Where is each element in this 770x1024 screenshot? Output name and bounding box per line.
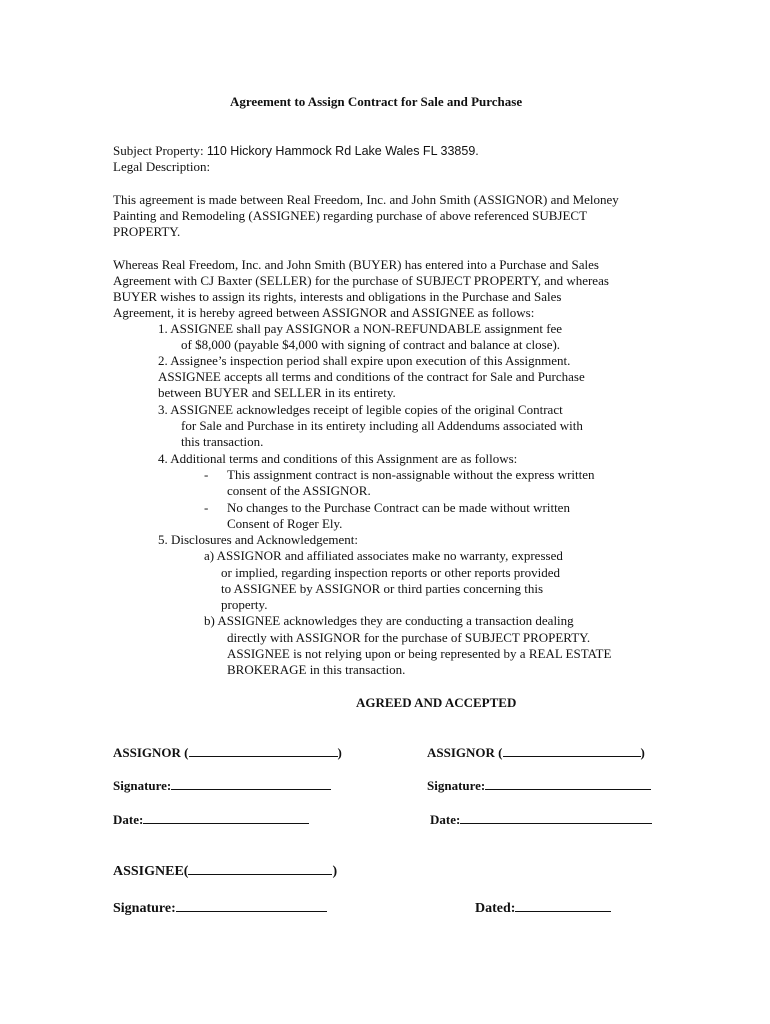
subject-property-line	[113, 143, 479, 159]
para2-line: Agreement, it is hereby agreed between ASSIGNOR and ASSIGNEE as follows:	[113, 305, 535, 320]
signature-label: Signature:	[113, 901, 176, 916]
signature-label: Signature:	[427, 778, 486, 793]
assignee-line	[113, 862, 337, 880]
subject-property-value: 110 Hickory Hammock Rd Lake Wales FL 33859.	[206, 144, 479, 158]
para1-line: This agreement is made between Real Freedom, Inc. and John Smith (ASSIGNOR) and Meloney	[113, 192, 619, 207]
signature-label: Signature:	[113, 778, 172, 793]
close-paren: )	[640, 745, 645, 760]
list-item-3-cont: this transaction.	[181, 434, 264, 449]
assignor-left-line	[113, 744, 342, 761]
list-item-1: 1. ASSIGNEE shall pay ASSIGNOR a NON-REFUNDABLE assignment fee	[158, 321, 563, 336]
para2-line: Agreement with CJ Baxter (SELLER) for the purchase of SUBJECT PROPERTY, and whereas	[113, 273, 609, 288]
date-field[interactable]	[143, 811, 309, 824]
date-label: Date:	[430, 812, 461, 827]
assignee-label: ASSIGNEE(	[113, 864, 189, 879]
document-title: Agreement to Assign Contract for Sale and Purchase	[230, 94, 523, 109]
sub-item-b-cont: BROKERAGE in this transaction.	[227, 662, 406, 677]
signature-left-line	[113, 777, 331, 794]
signature-field[interactable]	[485, 777, 651, 790]
para1-line: PROPERTY.	[113, 224, 181, 239]
assignor-label: ASSIGNOR (	[113, 745, 189, 760]
dash-bullet: -	[204, 500, 209, 515]
sub-item-b: b) ASSIGNEE acknowledges they are conducting a transaction dealing	[204, 613, 574, 628]
assignor-name-field[interactable]	[189, 744, 338, 757]
dated-field[interactable]	[515, 899, 611, 912]
date-label: Date:	[113, 812, 144, 827]
sub-item-cont: consent of the ASSIGNOR.	[227, 483, 371, 498]
subject-property-label: Subject Property:	[113, 143, 204, 158]
sub-item-b-cont: ASSIGNEE is not relying upon or being represented by a REAL ESTATE	[227, 646, 612, 661]
agreed-heading: AGREED AND ACCEPTED	[356, 695, 517, 710]
legal-description: Legal Description:	[113, 159, 211, 174]
signature-field[interactable]	[176, 899, 327, 912]
signature-right-line	[427, 777, 651, 794]
sub-item-cont: Consent of Roger Ely.	[227, 516, 343, 531]
signature-field[interactable]	[171, 777, 331, 790]
assignor-right-line	[427, 744, 645, 761]
list-item-1-cont: of $8,000 (payable $4,000 with signing of contract and balance at close).	[181, 337, 561, 352]
list-item-3: 3. ASSIGNEE acknowledges receipt of legible copies of the original Contract	[158, 402, 563, 417]
dated-label: Dated:	[475, 901, 516, 916]
close-paren: )	[337, 745, 342, 760]
sub-item-b-cont: directly with ASSIGNOR for the purchase of SUBJECT PROPERTY.	[227, 630, 591, 645]
date-right-line	[430, 811, 652, 828]
list-item-2-cont: between BUYER and SELLER in its entirety.	[158, 385, 396, 400]
list-item-5: 5. Disclosures and Acknowledgement:	[158, 532, 359, 547]
sub-item-a-cont: to ASSIGNEE by ASSIGNOR or third parties concerning this	[221, 581, 544, 596]
list-item-2: 2. Assignee’s inspection period shall expire upon execution of this Assignment.	[158, 353, 571, 368]
assignee-name-field[interactable]	[188, 862, 332, 875]
assignee-signature-line	[113, 899, 327, 917]
list-item-2-cont: ASSIGNEE accepts all terms and conditions of the contract for Sale and Purchase	[158, 369, 585, 384]
assignor-name-field[interactable]	[503, 744, 641, 757]
date-left-line	[113, 811, 309, 828]
sub-item-a-cont: or implied, regarding inspection reports or other reports provided	[221, 565, 560, 580]
list-item-3-cont: for Sale and Purchase in its entirety including all Addendums associated with	[181, 418, 583, 433]
list-item-4: 4. Additional terms and conditions of this Assignment are as follows:	[158, 451, 518, 466]
sub-item: This assignment contract is non-assignable without the express written	[227, 467, 595, 482]
sub-item-a-cont: property.	[221, 597, 268, 612]
sub-item: No changes to the Purchase Contract can be made without written	[227, 500, 570, 515]
date-field[interactable]	[460, 811, 652, 824]
dated-line	[475, 899, 611, 917]
para2-line: BUYER wishes to assign its rights, interests and obligations in the Purchase and Sales	[113, 289, 562, 304]
assignor-label: ASSIGNOR (	[427, 745, 503, 760]
close-paren: )	[332, 864, 338, 879]
para2-line: Whereas Real Freedom, Inc. and John Smith (BUYER) has entered into a Purchase and Sales	[113, 257, 599, 272]
sub-item-a: a) ASSIGNOR and affiliated associates make no warranty, expressed	[204, 548, 563, 563]
para1-line: Painting and Remodeling (ASSIGNEE) regarding purchase of above referenced SUBJECT	[113, 208, 588, 223]
dash-bullet: -	[204, 467, 209, 482]
